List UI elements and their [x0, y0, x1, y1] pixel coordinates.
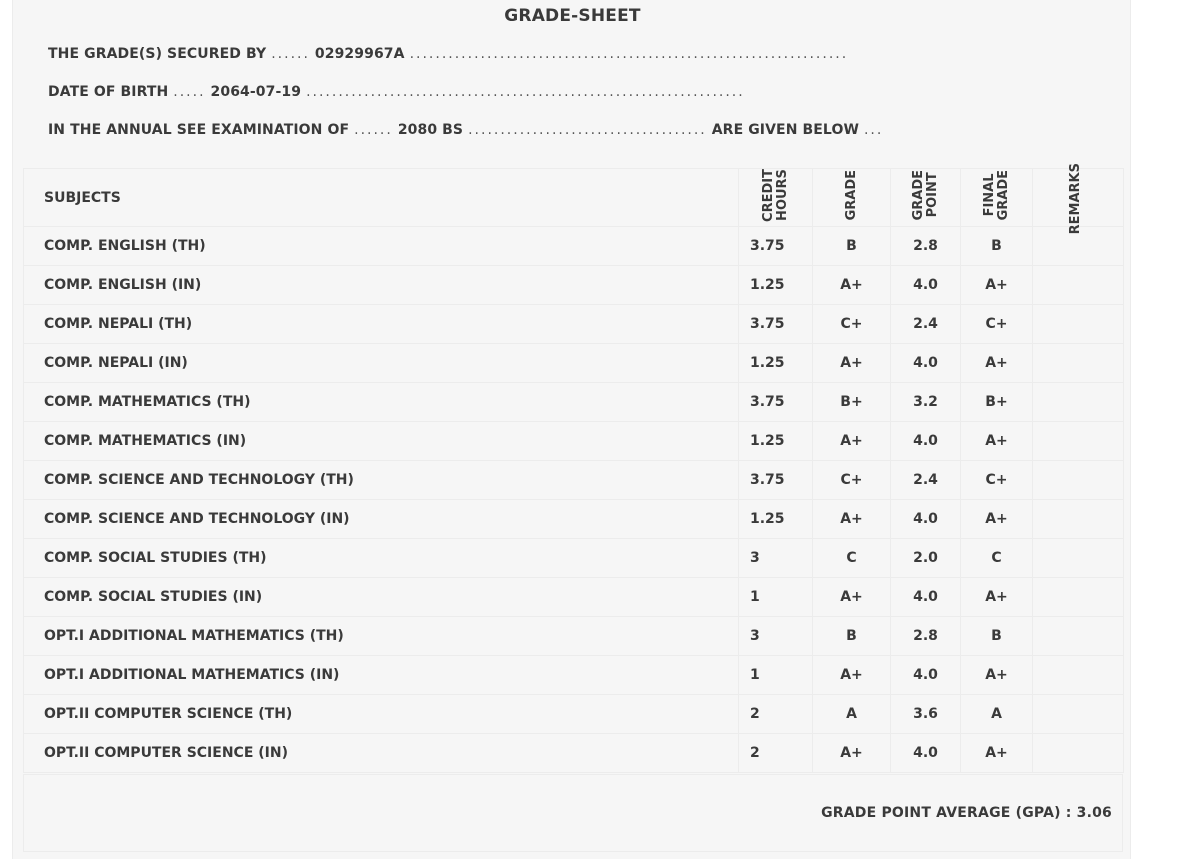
- table-row: [24, 227, 1124, 266]
- final-grade-cell: A+: [961, 578, 1033, 617]
- table-row: [24, 305, 1124, 344]
- grade-cell: A: [813, 695, 891, 734]
- header-final-grade: FINAL GRADE: [981, 170, 1011, 221]
- subject-cell: COMP. SCIENCE AND TECHNOLOGY (TH): [24, 461, 739, 500]
- remarks-cell: [1033, 344, 1124, 383]
- table-header-row: [24, 169, 1124, 227]
- table-row: [24, 656, 1124, 695]
- header-subjects: SUBJECTS: [24, 169, 739, 227]
- remarks-cell: [1033, 578, 1124, 617]
- dot-leader: ...: [863, 122, 884, 138]
- subject-cell: COMP. SCIENCE AND TECHNOLOGY (IN): [24, 500, 739, 539]
- subject-cell: COMP. NEPALI (IN): [24, 344, 739, 383]
- credit-hours-cell: 3.75: [739, 461, 813, 500]
- remarks-cell: [1033, 383, 1124, 422]
- subject-cell: COMP. ENGLISH (IN): [24, 266, 739, 305]
- credit-hours-cell: 1: [739, 656, 813, 695]
- table-row: [24, 539, 1124, 578]
- secured-by-label: THE GRADE(S) SECURED BY: [48, 46, 267, 62]
- final-grade-cell: A+: [961, 266, 1033, 305]
- credit-hours-cell: 1: [739, 578, 813, 617]
- subject-cell: COMP. SOCIAL STUDIES (IN): [24, 578, 739, 617]
- subject-cell: COMP. MATHEMATICS (TH): [24, 383, 739, 422]
- final-grade-cell: A: [961, 695, 1033, 734]
- final-grade-cell: C: [961, 539, 1033, 578]
- credit-hours-cell: 3.75: [739, 305, 813, 344]
- table-row: [24, 344, 1124, 383]
- dot-leader: ....................................................................: [409, 46, 849, 62]
- remarks-cell: [1033, 656, 1124, 695]
- grade-cell: B: [813, 227, 891, 266]
- table-row: [24, 422, 1124, 461]
- dot-leader: ......: [271, 46, 310, 62]
- grade-point-cell: 4.0: [891, 734, 961, 773]
- remarks-cell: [1033, 539, 1124, 578]
- grade-point-cell: 4.0: [891, 422, 961, 461]
- grade-point-cell: 4.0: [891, 266, 961, 305]
- grade-cell: C+: [813, 461, 891, 500]
- subject-cell: OPT.I ADDITIONAL MATHEMATICS (IN): [24, 656, 739, 695]
- remarks-cell: [1033, 617, 1124, 656]
- header-credit-hours: CREDIT HOURS: [760, 169, 790, 222]
- grade-cell: A+: [813, 500, 891, 539]
- exam-suffix: ARE GIVEN BELOW: [711, 122, 859, 138]
- grade-point-cell: 2.4: [891, 461, 961, 500]
- gpa-value: 3.06: [1076, 805, 1112, 821]
- credit-hours-cell: 2: [739, 734, 813, 773]
- gpa-line: [821, 805, 1112, 821]
- header-remarks: REMARKS: [1068, 163, 1083, 235]
- grade-point-cell: 4.0: [891, 344, 961, 383]
- grade-point-cell: 3.2: [891, 383, 961, 422]
- grade-cell: A+: [813, 578, 891, 617]
- grade-sheet-panel: [12, 0, 1131, 859]
- dot-leader: ......: [354, 122, 393, 138]
- grade-cell: C+: [813, 305, 891, 344]
- credit-hours-cell: 1.25: [739, 500, 813, 539]
- credit-hours-cell: 2: [739, 695, 813, 734]
- table-row: [24, 500, 1124, 539]
- subject-cell: COMP. ENGLISH (TH): [24, 227, 739, 266]
- final-grade-cell: B+: [961, 383, 1033, 422]
- remarks-cell: [1033, 266, 1124, 305]
- dob-label: DATE OF BIRTH: [48, 84, 169, 100]
- grade-point-cell: 2.8: [891, 227, 961, 266]
- table-row: [24, 734, 1124, 773]
- header-final-grade-cell: [961, 169, 1033, 227]
- grade-cell: A+: [813, 734, 891, 773]
- credit-hours-cell: 3.75: [739, 227, 813, 266]
- header-credit-hours-cell: [739, 169, 813, 227]
- remarks-cell: [1033, 695, 1124, 734]
- grade-point-cell: 4.0: [891, 500, 961, 539]
- final-grade-cell: A+: [961, 734, 1033, 773]
- table-row: [24, 266, 1124, 305]
- final-grade-cell: C+: [961, 305, 1033, 344]
- grades-table-body: [24, 227, 1124, 773]
- grade-cell: A+: [813, 266, 891, 305]
- gpa-label: GRADE POINT AVERAGE (GPA) :: [821, 805, 1072, 821]
- exam-line: [48, 122, 883, 138]
- dob-value: 2064-07-19: [210, 84, 302, 100]
- subject-cell: OPT.II COMPUTER SCIENCE (TH): [24, 695, 739, 734]
- remarks-cell: [1033, 500, 1124, 539]
- header-grade-point-cell: [891, 169, 961, 227]
- credit-hours-cell: 3: [739, 617, 813, 656]
- grade-point-cell: 4.0: [891, 656, 961, 695]
- header-grade-cell: [813, 169, 891, 227]
- table-row: [24, 383, 1124, 422]
- subject-cell: COMP. NEPALI (TH): [24, 305, 739, 344]
- dob-line: [48, 84, 745, 100]
- grade-cell: A+: [813, 422, 891, 461]
- grade-cell: C: [813, 539, 891, 578]
- grade-point-cell: 2.8: [891, 617, 961, 656]
- remarks-cell: [1033, 305, 1124, 344]
- credit-hours-cell: 1.25: [739, 266, 813, 305]
- table-row: [24, 578, 1124, 617]
- subject-cell: COMP. MATHEMATICS (IN): [24, 422, 739, 461]
- credit-hours-cell: 1.25: [739, 344, 813, 383]
- grade-cell: B+: [813, 383, 891, 422]
- grades-table: [23, 163, 1124, 773]
- header-grade-point: GRADE POINT: [910, 170, 940, 221]
- header-remarks-cell: [1033, 163, 1124, 235]
- dot-leader: .....................................: [468, 122, 707, 138]
- final-grade-cell: A+: [961, 656, 1033, 695]
- exam-label: IN THE ANNUAL SEE EXAMINATION OF: [48, 122, 350, 138]
- remarks-cell: [1033, 734, 1124, 773]
- grade-point-cell: 2.0: [891, 539, 961, 578]
- grade-point-cell: 2.4: [891, 305, 961, 344]
- subject-cell: OPT.II COMPUTER SCIENCE (IN): [24, 734, 739, 773]
- header-grade: GRADE: [843, 170, 859, 221]
- dot-leader: .....: [173, 84, 206, 100]
- grade-cell: A+: [813, 656, 891, 695]
- credit-hours-cell: 3.75: [739, 383, 813, 422]
- final-grade-cell: A+: [961, 500, 1033, 539]
- final-grade-cell: A+: [961, 422, 1033, 461]
- table-row: [24, 617, 1124, 656]
- gpa-section: [23, 774, 1123, 852]
- remarks-cell: [1033, 461, 1124, 500]
- page-title: GRADE-SHEET: [504, 6, 641, 26]
- remarks-cell: [1033, 422, 1124, 461]
- table-row: [24, 695, 1124, 734]
- credit-hours-cell: 3: [739, 539, 813, 578]
- final-grade-cell: B: [961, 617, 1033, 656]
- symbol-number: 02929967A: [314, 46, 405, 62]
- credit-hours-cell: 1.25: [739, 422, 813, 461]
- dot-leader: ....................................................................: [306, 84, 745, 100]
- grade-point-cell: 4.0: [891, 578, 961, 617]
- final-grade-cell: C+: [961, 461, 1033, 500]
- table-row: [24, 461, 1124, 500]
- subject-cell: OPT.I ADDITIONAL MATHEMATICS (TH): [24, 617, 739, 656]
- final-grade-cell: A+: [961, 344, 1033, 383]
- secured-by-line: [48, 46, 848, 62]
- subject-cell: COMP. SOCIAL STUDIES (TH): [24, 539, 739, 578]
- grade-cell: A+: [813, 344, 891, 383]
- grade-point-cell: 3.6: [891, 695, 961, 734]
- final-grade-cell: B: [961, 227, 1033, 266]
- exam-year: 2080 BS: [397, 122, 464, 138]
- grade-cell: B: [813, 617, 891, 656]
